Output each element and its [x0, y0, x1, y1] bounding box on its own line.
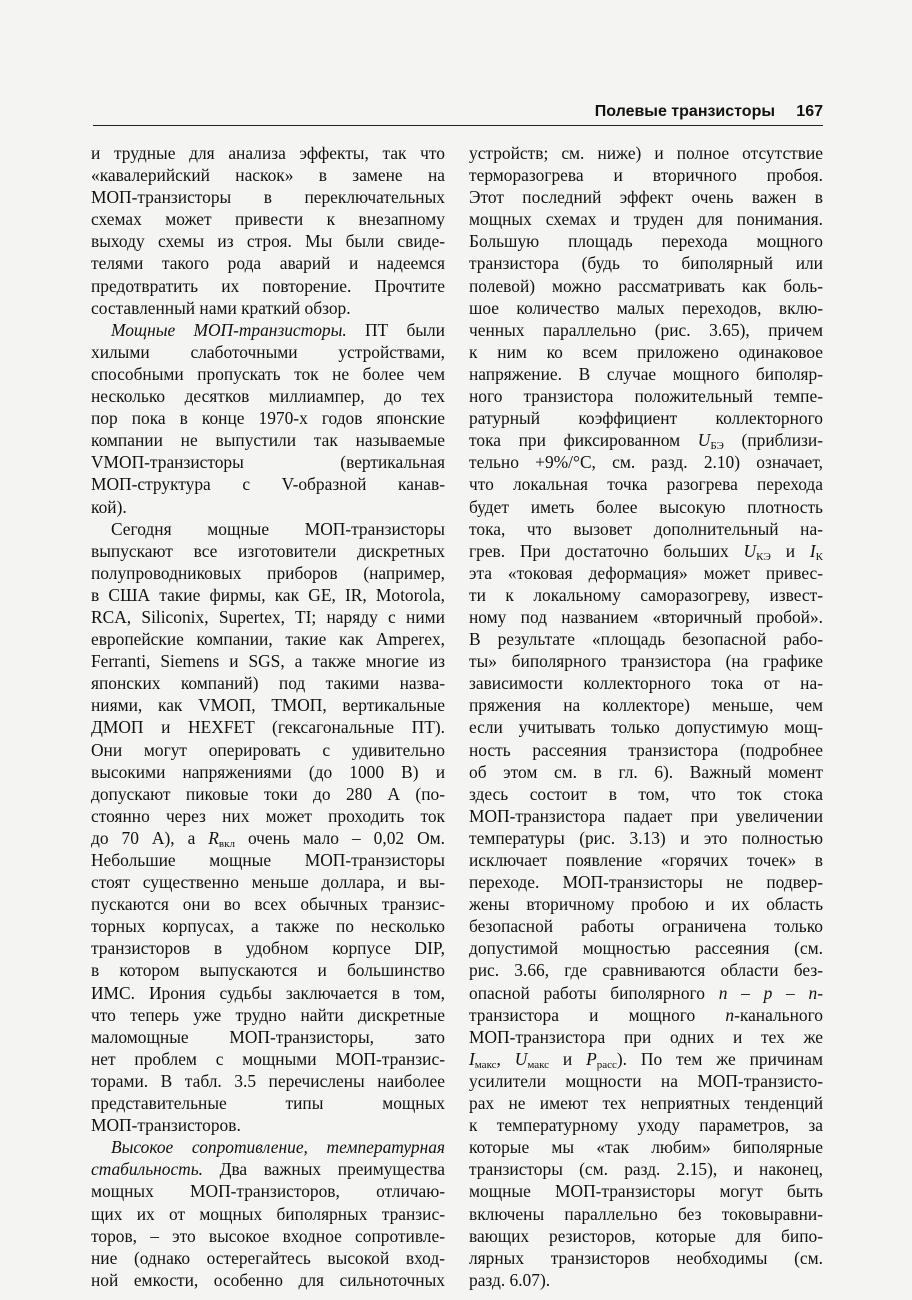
text-run: опасной работы биполярного	[469, 982, 719, 1003]
text-line: лярных транзисторов необходимы (см.	[469, 1247, 823, 1268]
subscript: К	[815, 550, 823, 563]
running-header	[93, 100, 823, 124]
text-line: МОП-транзисторов.	[91, 1115, 241, 1136]
text-line: ниями, как VМОП, ТМОП, вертикальные	[91, 695, 445, 716]
text-line	[469, 982, 823, 1004]
text-line: об этом см. в гл. 6). Важный момент	[469, 761, 823, 782]
text-line: нет проблем с мощными МОП-транзис-	[91, 1048, 445, 1069]
text-line: транзисторов в удобном корпусе DIP,	[91, 938, 445, 959]
text-run: (приблизи-	[723, 430, 823, 451]
text-line: в США такие фирмы, как GE, IR, Motorola,	[91, 584, 445, 605]
header-title: Полевые транзисторы	[594, 103, 775, 120]
text-run: Два важных преимущества	[203, 1159, 445, 1180]
symbol-p: P	[586, 1048, 597, 1069]
text-line: ному под названием «вторичный пробой».	[469, 606, 823, 627]
text-run: ). По тем же причинам	[616, 1048, 823, 1069]
text-line: ти к локальному саморазогреву, извест-	[469, 584, 823, 605]
text-line: ной емкости, особенно для сильноточных	[91, 1269, 445, 1290]
text-line: разд. 6.07).	[469, 1269, 551, 1290]
text-run: ПТ были	[346, 319, 445, 340]
text-line: которые мы «так любим» биполярные	[469, 1137, 823, 1158]
section-heading: Мощные МОП-транзисторы.	[111, 319, 347, 340]
text-line: представительные типы мощных	[91, 1093, 445, 1114]
section-heading: Высокое сопротивление, температурная	[111, 1137, 445, 1158]
text-line	[91, 1136, 445, 1158]
text-line: пускаются они во всех обычных транзис-	[91, 894, 445, 915]
text-line	[91, 319, 445, 341]
text-line	[469, 1004, 823, 1026]
text-line: пряжения на коллекторе) меньше, чем	[469, 695, 823, 716]
text-line: японских компаний) под такими назва-	[91, 673, 445, 694]
text-line: RCA, Siliconix, Supertex, TI; наряду с ними	[91, 606, 445, 627]
text-line: МОП-структура с V-образной канав-	[91, 474, 445, 495]
text-line: ность рассеяния транзистора (подробнее	[469, 739, 823, 760]
text-line: Ferranti, Siemens и SGS, а также многие из	[91, 651, 445, 672]
text-line: схемах может привести к внезапному	[91, 209, 445, 230]
text-run: очень мало – 0,02 Ом.	[234, 827, 445, 848]
text-line: шое количество малых переходов, вклю-	[469, 297, 823, 318]
text-line: эта «токовая деформация» может привес-	[469, 562, 823, 583]
text-line: высокими напряжениями (до 1000 В) и	[91, 761, 445, 782]
text-line: МОП-транзисторы в переключательных	[91, 187, 445, 208]
text-line: МОП-транзистора при одних и тех же	[469, 1026, 823, 1047]
text-line: устройств; см. ниже) и полное отсутствие	[469, 143, 823, 163]
text-line: VМОП-транзисторы (вертикальная	[91, 452, 445, 473]
text-line: ного транзистора положительный темпе-	[469, 386, 823, 407]
left-column	[91, 142, 445, 1291]
section-heading: стабильность.	[91, 1159, 203, 1180]
subscript: КЭ	[756, 550, 771, 563]
text-line: способными пропускать ток не более чем	[91, 363, 445, 384]
subscript: вкл	[218, 837, 235, 850]
text-run: транзистора и мощного	[469, 1004, 726, 1025]
paragraph-2	[91, 319, 445, 518]
text-line: выходу схемы из строя. Мы были свиде-	[91, 231, 445, 252]
text-line: транзисторы (см. разд. 2.15), и наконец,	[469, 1159, 823, 1180]
text-line: вающих резисторов, которые для бипо-	[469, 1225, 823, 1246]
text-line: маломощные МОП-транзисторы, зато	[91, 1026, 445, 1047]
text-line	[469, 429, 823, 451]
text-line: полевой) можно рассматривать как боль-	[469, 275, 823, 296]
text-line: щих их от мощных биполярных транзис-	[91, 1203, 445, 1224]
text-line	[91, 827, 445, 849]
text-line: безопасной работы ограничена только	[469, 916, 823, 937]
text-line	[469, 540, 823, 562]
text-line	[469, 1048, 823, 1070]
paragraph-4	[91, 1136, 445, 1291]
subscript: макс	[527, 1058, 550, 1071]
subscript: макс	[474, 1058, 497, 1071]
symbol-npn: n – p – n-	[718, 982, 823, 1003]
text-line: пор пока в конце 1970-х годов японские	[91, 408, 445, 429]
text-run: тока при фиксированном	[469, 430, 698, 451]
text-run: и	[770, 540, 810, 561]
text-line: предотвратить их повторение. Прочтите	[91, 275, 445, 296]
text-line: исключает появление «горячих точек» в	[469, 850, 823, 870]
text-line: МОП-транзистора падает при увеличении	[469, 805, 823, 826]
text-line: торных корпусах, а также по несколько	[91, 916, 445, 937]
text-line: полупроводниковых приборов (например,	[91, 562, 445, 583]
header-rule	[93, 125, 823, 126]
text-line: ратурный коэффициент коллекторного	[469, 408, 823, 429]
text-line: телями такого рода аварий и надеемся	[91, 253, 445, 274]
text-line: составленный нами краткий обзор.	[91, 297, 351, 318]
text-line: зависимости коллекторного тока от на-	[469, 673, 823, 694]
text-line: ИМС. Ирония судьбы заключается в том,	[91, 982, 445, 1003]
text-line: температуры (рис. 3.13) и это полностью	[469, 827, 823, 848]
text-run: до 70 А), а	[91, 827, 209, 848]
text-line: к температурному уходу параметров, за	[469, 1115, 823, 1136]
text-line: здесь состоит в том, что ток стока	[469, 783, 823, 804]
text-line: ние (однако остерегайтесь высокой вход-	[91, 1247, 445, 1268]
text-run: и	[549, 1048, 587, 1069]
text-line: терморазогрева и вторичного пробоя.	[469, 165, 823, 186]
text-run: грев. При достаточно больших	[469, 540, 744, 561]
text-line: ты» биполярного транзистора (на графике	[469, 651, 823, 672]
symbol-i: I	[469, 1048, 475, 1069]
subscript: БЭ	[710, 440, 724, 453]
text-line: В результате «площадь безопасной рабо-	[469, 629, 823, 650]
text-line: к ним ко всем приложено одинаковое	[469, 341, 823, 362]
text-line: что теперь уже трудно найти дискретные	[91, 1004, 445, 1025]
symbol-u: U	[743, 540, 757, 561]
text-line: переходе. МОП-транзисторы не подвер-	[469, 872, 823, 893]
text-line: стоянно через них может проходить ток	[91, 805, 445, 826]
text-line: напряжение. В случае мощного биполяр-	[469, 363, 823, 384]
text-line: транзистора (будь то биполярный или	[469, 253, 823, 274]
paragraph-4-cont	[469, 142, 823, 1291]
text-line: европейские компании, такие как Amperex,	[91, 629, 445, 650]
text-line: Они могут оперировать с удивительно	[91, 739, 445, 760]
text-line: рис. 3.66, где сравниваются области без-	[469, 960, 823, 981]
text-line: Сегодня мощные МОП-транзисторы	[111, 518, 445, 539]
right-column	[469, 142, 823, 1291]
text-line: мощные МОП-транзисторы могут быть	[469, 1181, 823, 1202]
text-line: что локальная точка разогрева перехода	[469, 474, 823, 495]
page-number: 167	[796, 103, 823, 120]
text-line: ДМОП и HEXFET (гексагональные ПТ).	[91, 717, 445, 738]
text-line	[91, 1158, 445, 1180]
symbol-i: I	[809, 540, 816, 561]
text-line: мощных МОП-транзисторов, отличаю-	[91, 1181, 445, 1202]
text-line: стоят существенно меньше доллара, и вы-	[91, 872, 445, 893]
text-line: кой).	[91, 496, 127, 517]
text-line: Небольшие мощные МОП-транзисторы	[91, 850, 445, 870]
text-line: включены параллельно без токовыравни-	[469, 1203, 823, 1224]
text-line: усилители мощности на МОП-транзисто-	[469, 1070, 823, 1091]
text-line: в котором выпускаются и большинство	[91, 960, 445, 981]
symbol-n: n	[725, 1004, 735, 1025]
text-line: Этот последний эффект очень важен в	[469, 187, 823, 208]
text-line: мощных схемах и труден для понимания.	[469, 209, 823, 230]
subscript: расс	[596, 1058, 617, 1071]
paragraph-1	[91, 142, 445, 319]
text-run: ,	[496, 1048, 515, 1069]
text-line: тока, что вызовет дополнительный на-	[469, 518, 823, 539]
paragraph-3	[91, 518, 445, 1137]
text-line: несколько десятков миллиампер, до тех	[91, 386, 445, 407]
text-line: допускают пиковые токи до 280 А (по-	[91, 783, 445, 804]
text-line: тельно +9%/°С, см. разд. 2.10) означает,	[469, 452, 823, 473]
text-line: «кавалерийский наскок» в замене на	[91, 165, 445, 186]
text-line: компании не выпустили так называемые	[91, 430, 445, 451]
text-line: и трудные для анализа эффекты, так что	[91, 143, 445, 163]
symbol-u: U	[514, 1048, 528, 1069]
symbol-r: R	[208, 827, 219, 848]
text-line: хилыми слаботочными устройствами,	[91, 341, 445, 362]
text-line: если учитывать только допустимую мощ-	[469, 717, 823, 738]
text-line: ченных параллельно (рис. 3.65), причем	[469, 319, 823, 340]
text-line: допустимой мощностью рассеяния (см.	[469, 938, 823, 959]
text-line: рах не имеют тех неприятных тенденций	[469, 1093, 823, 1114]
text-line: выпускают все изготовители дискретных	[91, 540, 445, 561]
symbol-u: U	[697, 430, 711, 451]
text-line: торами. В табл. 3.5 перечислены наиболее	[91, 1070, 445, 1091]
text-line: жены вторичному пробою и их область	[469, 894, 823, 915]
text-run: -канального	[734, 1004, 823, 1025]
text-line: Большую площадь перехода мощного	[469, 231, 823, 252]
text-line: будет иметь более высокую плотность	[469, 496, 823, 517]
text-line: торов, – это высокое входное сопротивле-	[91, 1225, 445, 1246]
